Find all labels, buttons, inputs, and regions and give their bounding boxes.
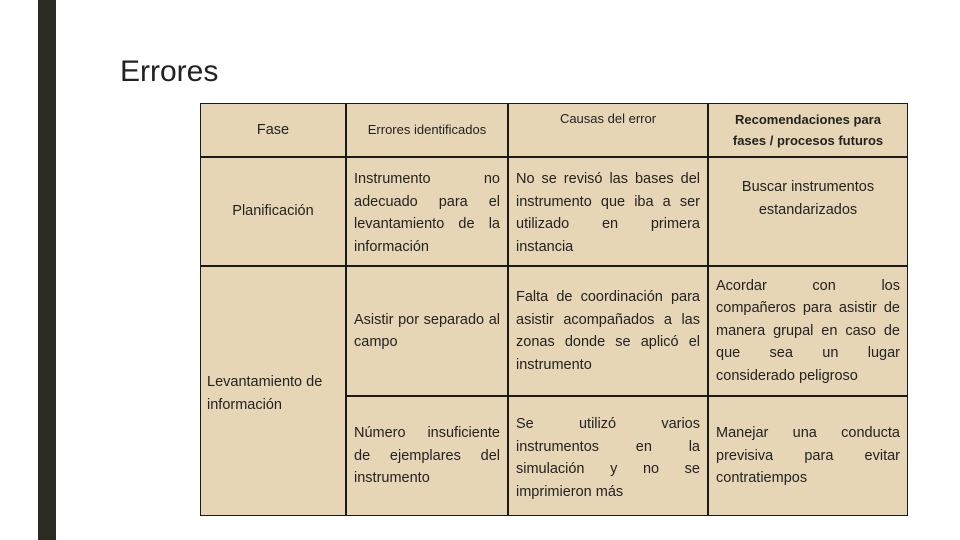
row1-recomendacion: Buscar instrumentos estandarizados — [741, 179, 875, 218]
row2-recomendacion-cell — [708, 266, 908, 396]
row2-error-cell — [346, 266, 508, 396]
header-causas-label: Causas del error — [559, 111, 657, 126]
row1-fase-cell — [200, 157, 346, 266]
slide-title: Errores — [120, 55, 219, 88]
row3-recomendacion: Manejar una conducta previsiva para evitar contratiempos — [716, 425, 900, 487]
row1-error-cell — [346, 157, 508, 266]
row1-causa-cell — [508, 157, 708, 266]
header-fase — [200, 103, 346, 157]
row1-causa: No se revisó las bases del instrumento que iba a ser utilizado en primera instancia — [516, 171, 700, 255]
row3-causa: Se utilizó varios instrumentos en la simulación y no se imprimieron más — [516, 416, 700, 500]
decorative-left-bar — [38, 0, 56, 540]
row2-fase: Levantamiento de información — [207, 374, 323, 413]
header-fase-label: Fase — [256, 121, 290, 138]
row2-recomendacion: Acordar con los compañeros para asistir de manera grupal en caso de que sea un lugar considerado peligroso — [716, 277, 900, 384]
header-errores-label: Errores identificados — [367, 121, 487, 137]
row3-causa-cell — [508, 396, 708, 516]
row1-recomendacion-cell — [708, 157, 908, 266]
header-causas — [508, 103, 708, 157]
row2-error: Asistir por separado al campo — [354, 311, 500, 350]
row3-error: Número insuficiente de ejemplares del instrumento — [354, 425, 500, 487]
row3-error-cell — [346, 396, 508, 516]
row2-causa-cell — [508, 266, 708, 396]
row2-causa: Falta de coordinación para asistir acompañados a las zonas donde se aplicó el instrumento — [516, 289, 700, 373]
row1-error: Instrumento no adecuado para el levantamiento de la información — [354, 171, 500, 255]
row3-recomendacion-cell — [708, 396, 908, 516]
row2-fase-cell — [200, 266, 346, 516]
header-recomendaciones-label: Recomendaciones para fases / procesos futuros — [732, 112, 884, 148]
row1-fase: Planificación — [232, 203, 314, 220]
header-recomendaciones — [708, 103, 908, 157]
header-errores — [346, 103, 508, 157]
